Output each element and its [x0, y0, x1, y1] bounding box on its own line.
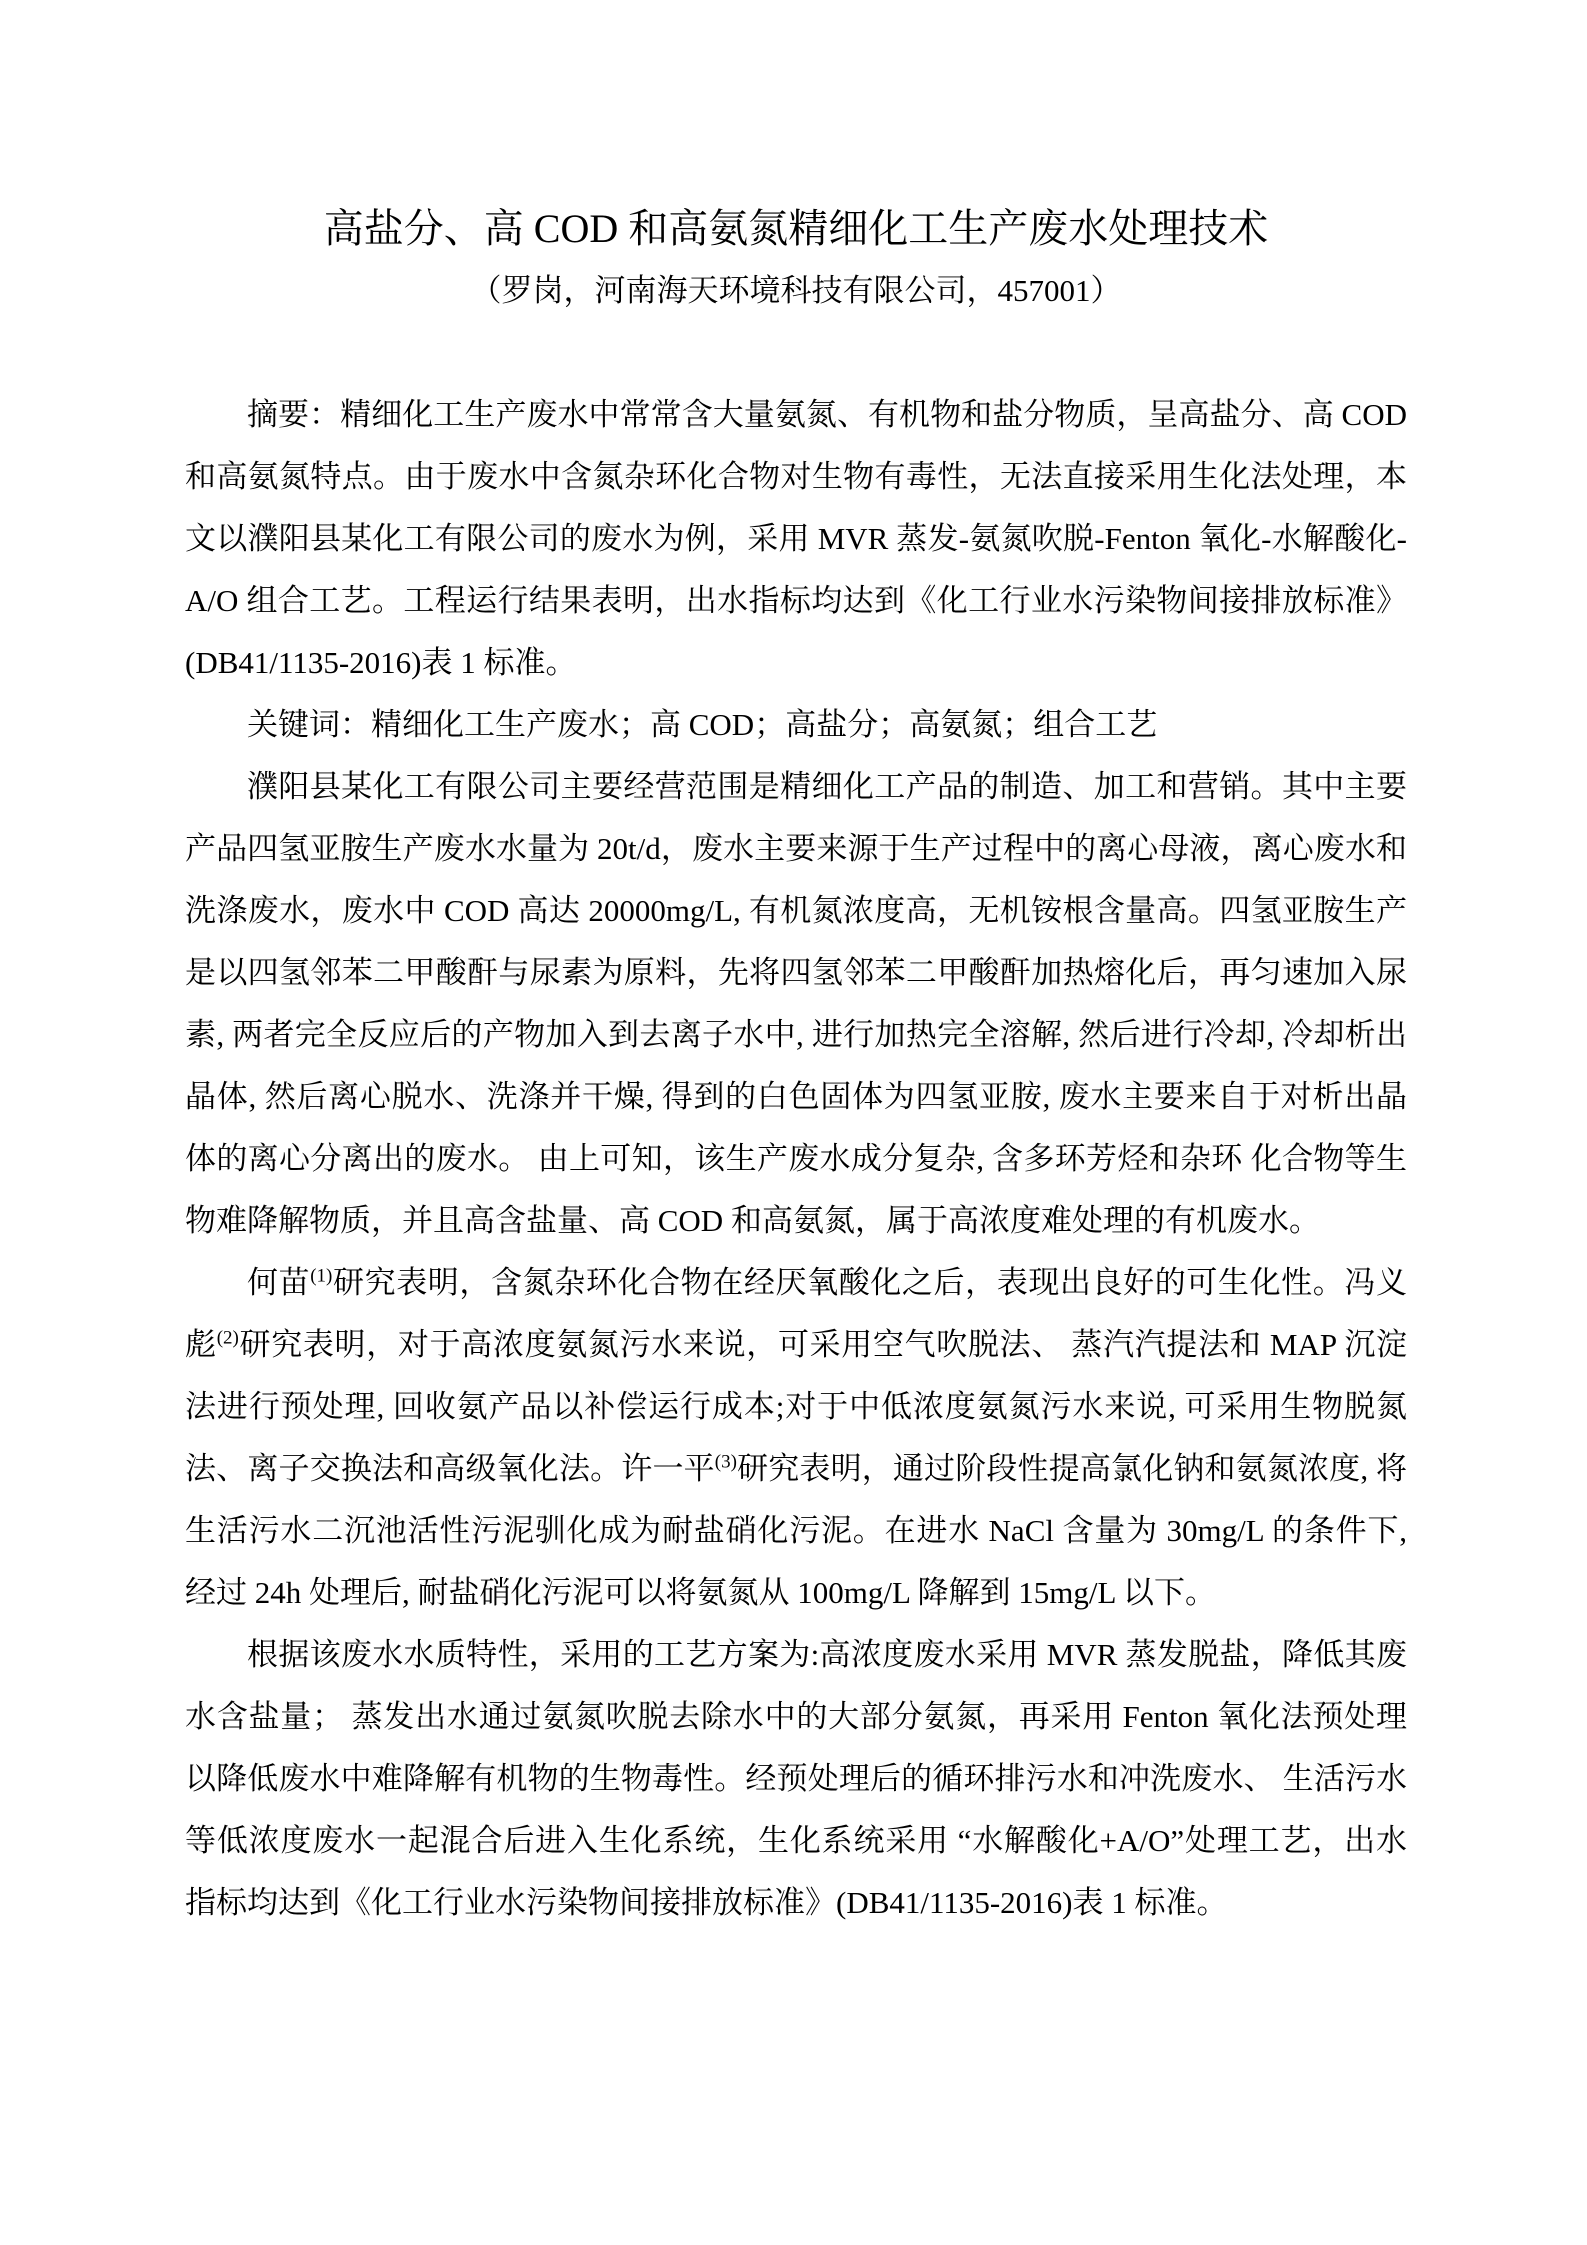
company-intro-paragraph: 濮阳县某化工有限公司主要经营范围是精细化工产品的制造、加工和营销。其中主要产品四氢亚胺生产废水水量为 20t/d，废水主要来源于生产过程中的离心母液，离心废水和洗涤废水，废水中 COD 高达 20000mg/L, 有机氮浓度高，无机铵根含量高。四氢亚胺生产是以四氢邻苯二甲酸酐与尿素为原料，先将四氢邻苯二甲酸酐加热熔化后，再匀速加入尿素, 两者完全反应后的产物加入到去离子水中, 进行加热完全溶解, 然后进行冷却, 冷却析出晶体, 然后离心脱水、洗涤并干燥, 得到的白色固体为四氢亚胺, 废水主要来自于对析出晶体的离心分离出的废水。 由上可知，该生产废水成分复杂, 含多环芳烃和杂环 化合物等生物难降解物质，并且高含盐量、高 COD 和高氨氮，属于高浓度难处理的有机废水。 — [185, 769, 1407, 1238]
abstract-paragraph: 摘要：精细化工生产废水中常常含大量氨氮、有机物和盐分物质，呈高盐分、高 COD 和高氨氮特点。由于废水中含氮杂环化合物对生物有毒性，无法直接采用生化法处理，本文以濮阳县某化工有限公司的废水为例，采用 MVR 蒸发-氨氮吹脱-Fenton 氧化-水解酸化-A/O 组合工艺。工程运行结果表明，出水指标均达到《化工行业水污染物间接排放标准》(DB41/1135-2016)表 1 标准。 — [185, 397, 1407, 680]
keywords-paragraph: 关键词：精细化工生产废水；高 COD；高盐分；高氨氮；组合工艺 — [247, 707, 1158, 742]
review-text-segment: 何苗 — [247, 1265, 311, 1300]
paper-title: 高盐分、高 COD 和高氨氮精细化工生产废水处理技术 — [323, 206, 1269, 251]
literature-review-paragraph — [185, 1252, 1407, 1624]
review-text-segment: 研究表明，通过阶段性提高氯化钠和氨氮浓度, 将生活污水二沉池活性污泥驯化成为耐盐硝化污泥。在进水 NaCl 含量为 30mg/L 的条件下, 经过 24h 处理后, 耐盐硝化污泥可以将氨氮从 100mg/L 降解到 15mg/L 以下。 — [185, 1451, 1407, 1610]
author-affiliation: （罗岗，河南海天环境科技有限公司，457001） — [470, 273, 1122, 308]
treatment-scheme-paragraph: 根据该废水水质特性，采用的工艺方案为:高浓度废水采用 MVR 蒸发脱盐，降低其废水含盐量； 蒸发出水通过氨氮吹脱去除水中的大部分氨氮，再采用 Fenton 氧化法预处理以降低废水中难降解有机物的生物毒性。经预处理后的循环排污水和冲洗废水、 生活污水等低浓度废水一起混合后进入生化系统，生化系统采用 “水解酸化+A/O”处理工艺，出水指标均达到《化工行业水污染物间接排放标准》(DB41/1135-2016)表 1 标准。 — [185, 1637, 1407, 1920]
citation-superscript-1: (1) — [310, 1265, 333, 1287]
citation-superscript-3: (3) — [714, 1451, 737, 1473]
citation-superscript-2: (2) — [216, 1327, 239, 1349]
review-text-segment: 研究表明，对于高浓度氨氮污水来说，可采用空气吹脱法、 蒸汽汽提法和 MAP 沉淀法进行预处理, 回收氨产品以补偿运行成本;对于中低浓度氨氮污水来说, 可采用生物脱氮法、离子交换法和高级氧化法。许一平 — [185, 1327, 1408, 1486]
review-text-segment: 研究表明，含氮杂环化合物在经厌氧酸化之后，表现出良好的可生化性。冯义彪 — [185, 1265, 1408, 1362]
